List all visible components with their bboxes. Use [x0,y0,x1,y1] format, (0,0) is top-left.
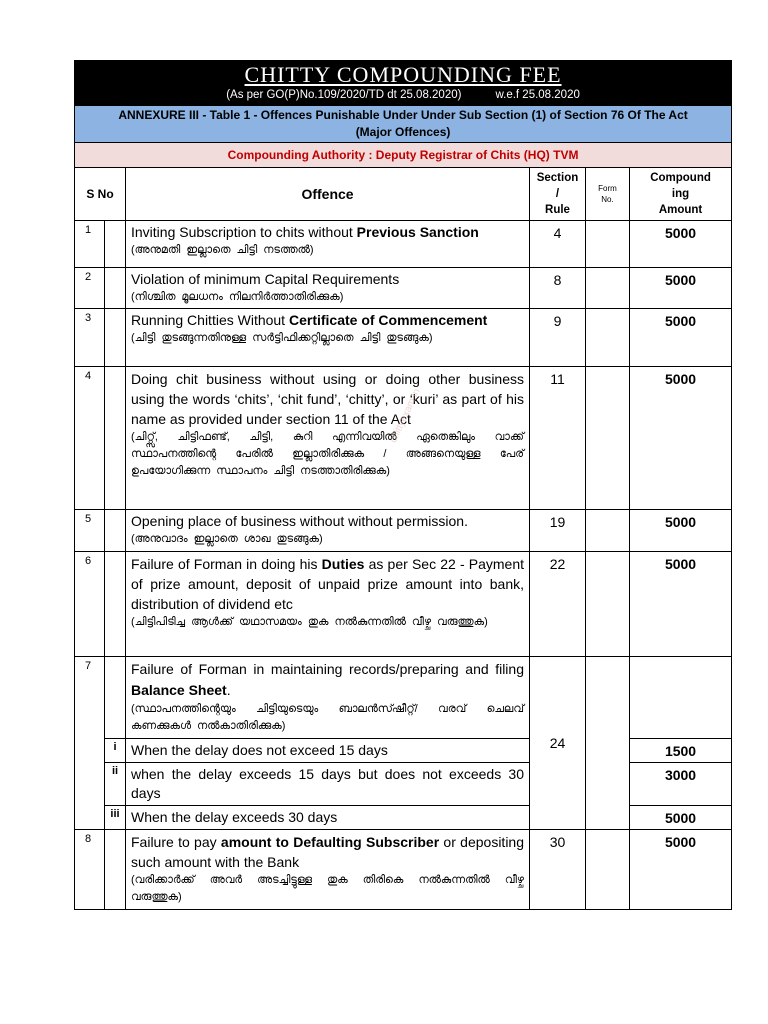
order-reference: (As per GO(P)No.109/2020/TD dt 25.08.2020) w.e.f 25.08.2020 [226,89,580,101]
table-row [75,657,732,739]
fee-table [74,60,732,910]
sub-row-text: When the delay exceeds 30 days [126,806,530,830]
amount-cell: 1500 [630,739,732,763]
amount-cell [630,657,732,739]
watermark: chittyexam.in [388,387,423,445]
table-row [75,552,732,657]
malayalam-text: (വരിക്കാർക്ക് അവർ അടച്ചിട്ടുള്ള തുക തിരികെ നൽകുന്നതിൽ വീഴ്ച വരുത്തുക) [131,874,524,903]
offence-cell: Inviting Subscription to chits without Previous Sanction (അനുമതി ഇല്ലാതെ ചിട്ടി നടത്തൽ) [126,221,530,268]
row-number: 8 [75,830,105,910]
annexure-subtitle: (Major Offences) [355,125,451,139]
sub-row-text: When the delay does not exceed 15 days [126,739,530,763]
table-row [75,309,732,367]
row-number: 6 [75,552,105,657]
section-cell: 24 [530,657,586,830]
col-header-offence: Offence [126,168,530,221]
row-number: 4 [75,367,105,510]
row-number: 3 [75,309,105,367]
amount-cell: 5000 [630,367,732,510]
section-cell: 30 [530,830,586,910]
malayalam-text: (ചിട്ടിപിടിച്ച ആൾക്ക് യഥാസമയം തുക നൽകുന്നതിൽ വീഴ്ച വരുത്തുക) [131,616,488,628]
offence-cell: Failure to pay amount to Defaulting Subscriber or depositing such amount with the Bank (വരിക്കാർക്ക് അവർ അടച്ചിട്ടുള്ള തുക തിരികെ നൽകുന്നതിൽ വീഴ്ച വരുത്തുക) [126,830,530,910]
offence-cell: Failure of Forman in doing his Duties as per Sec 22 - Payment of prize amount, deposit of unpaid prize amount into bank, distribution of dividend etc (ചിട്ടിപിടിച്ച ആൾക്ക് യഥാസമയം തുക നൽകുന്നതിൽ വീഴ്ച വരുത്തുക) [126,552,530,657]
form-cell [586,268,630,309]
malayalam-text: (ചിട്ടി തുടങ്ങുന്നതിനുള്ള സർട്ടിഫിക്കറ്റില്ലാതെ ചിട്ടി തുടങ്ങുക) [131,332,433,344]
column-header-row [75,168,732,221]
sub-number-cell [105,221,126,268]
sub-number-cell [105,367,126,510]
sub-number-cell [105,268,126,309]
offence-cell: Running Chitties Without Certificate of Commencement (ചിട്ടി തുടങ്ങുന്നതിനുള്ള സർട്ടിഫിക്കറ്റില്ലാതെ ചിട്ടി തുടങ്ങുക) [126,309,530,367]
amount-cell: 5000 [630,510,732,552]
malayalam-text: (സ്ഥാപനത്തിന്റെയും ചിട്ടിയുടെയും ബാലൻസ്ഷീറ്റ്/ വരവ് ചെലവ് കണക്കുകൾ നൽകാതിരിക്കുക) [131,703,524,732]
sub-row [75,763,732,806]
document-title: CHITTY COMPOUNDING FEE [244,62,562,87]
form-cell [586,830,630,910]
sub-row-number: iii [105,806,126,830]
sub-row-number: ii [105,763,126,806]
offence-cell: Failure of Forman in maintaining records/preparing and filing Balance Sheet. (സ്ഥാപനത്തിന്റെയും ചിട്ടിയുടെയും ബാലൻസ്ഷീറ്റ്/ വരവ് ചെലവ് കണക്കുകൾ നൽകാതിരിക്കുക) [126,657,530,739]
malayalam-text: (അനുമതി ഇല്ലാതെ ചിട്ടി നടത്തൽ) [131,244,314,256]
amount-cell: 5000 [630,309,732,367]
sub-number-cell [105,309,126,367]
offence-cell: Opening place of business without without permission. (അനുവാദം ഇല്ലാതെ ശാഖ തുടങ്ങുക) [126,510,530,552]
sub-row-number: i [105,739,126,763]
form-cell [586,510,630,552]
authority-row [75,143,732,168]
sub-number-cell [105,510,126,552]
form-cell [586,309,630,367]
table-row [75,367,732,510]
section-cell: 19 [530,510,586,552]
row-number: 2 [75,268,105,309]
row-number: 7 [75,657,105,830]
form-cell [586,367,630,510]
table-row [75,510,732,552]
document [74,60,731,910]
annexure-row [75,106,732,143]
row-number: 5 [75,510,105,552]
malayalam-text: (ചിറ്റ്സ്, ചിട്ടിഫണ്ട്, ചിട്ടി, കുറി എന്നിവയിൽ ഏതെങ്കിലും വാക്ക് സ്ഥാപനത്തിന്റെ പേരിൽ ഇല്ലാതിരിക്കുക / അങ്ങനെയുള്ള പേര് ഉപയോഗിക്കുന്ന സ്ഥാപനം ചിട്ടി നടത്താതിരിക്കുക) [131,431,524,477]
amount-cell: 5000 [630,552,732,657]
section-cell: 22 [530,552,586,657]
form-cell [586,221,630,268]
annexure-title: ANNEXURE III - Table 1 - Offences Punishable Under Under Sub Section (1) of Section 76 Of The Act [118,108,688,122]
section-cell: 4 [530,221,586,268]
sub-row [75,806,732,830]
table-row [75,221,732,268]
amount-cell: 5000 [630,806,732,830]
form-cell [586,657,630,830]
amount-cell: 5000 [630,221,732,268]
sub-row [75,739,732,763]
col-header-amount: Compound ing Amount [630,168,732,221]
amount-cell: 5000 [630,830,732,910]
row-number: 1 [75,221,105,268]
sub-number-cell [105,657,126,739]
col-header-form: Form No. [586,168,630,221]
offence-cell: Doing chit business without using or doing other business using the words ‘chits’, ‘chit fund’, ‘chitty’, or ‘kuri’ as part of his name as provided under section 11 of the Act (ചിറ്റ്സ്, ചിട്ടിഫണ്ട്, ചിട്ടി, കുറി എന്നിവയിൽ ഏതെങ്കിലും വാക്ക് സ്ഥാപനത്തിന്റെ പേരിൽ ഇല്ലാതിരിക്കുക / അങ്ങനെയുള്ള പേര് ഉപയോഗിക്കുന്ന സ്ഥാപനം ചിട്ടി നടത്താതിരിക്കുക) [126,367,530,510]
sub-row-text: when the delay exceeds 15 days but does not exceeds 30 days [126,763,530,806]
sub-number-cell [105,552,126,657]
form-cell [586,552,630,657]
compounding-authority: Compounding Authority : Deputy Registrar of Chits (HQ) TVM [75,143,732,168]
section-cell: 8 [530,268,586,309]
malayalam-text: (നിശ്ചിത മൂലധനം നിലനിർത്താതിരിക്കുക) [131,291,344,303]
table-row [75,830,732,910]
amount-cell: 5000 [630,268,732,309]
sub-number-cell [105,830,126,910]
section-cell: 11 [530,367,586,510]
title-row [75,61,732,106]
malayalam-text: (അനുവാദം ഇല്ലാതെ ശാഖ തുടങ്ങുക) [131,533,323,545]
offence-cell: Violation of minimum Capital Requirements (നിശ്ചിത മൂലധനം നിലനിർത്താതിരിക്കുക) [126,268,530,309]
table-row [75,268,732,309]
col-header-section: Section / Rule [530,168,586,221]
section-cell: 9 [530,309,586,367]
amount-cell: 3000 [630,763,732,806]
col-header-sno: S No [75,168,126,221]
